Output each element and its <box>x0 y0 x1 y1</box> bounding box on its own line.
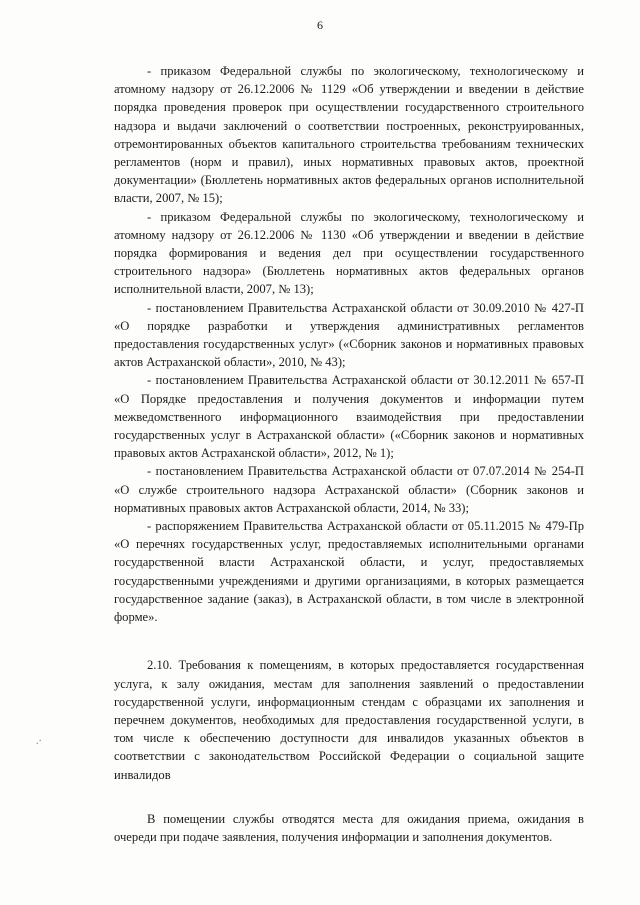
margin-mark: .· <box>36 736 42 747</box>
paragraph-resolution-254: - постановлением Правительства Астраханской области от 07.07.2014 № 254-П «О службе строительного надзора Астраханской области» (Сборник законов и нормативных правовых актов Астраханской области, 2014, № 33); <box>114 464 584 515</box>
document-body <box>114 62 584 846</box>
paragraph-order-479: - распоряжением Правительства Астраханской области от 05.11.2015 № 479-Пр «О перечнях государственных услуг, предоставляемых исполнительными органами государственной власти Астраханской области, и услуг, предоставляемых государственными учреждениями и другими организациями, в которых размещается государственное задание (заказ), в Астраханской области, в том числе в электронной форме». <box>114 519 584 625</box>
paragraph-waiting-areas: В помещении службы отводятся места для ожидания приема, ожидания в очереди при подаче заявления, получения информации и заполнения документов. <box>114 811 584 844</box>
page-number: 6 <box>317 18 323 32</box>
section-2-10-heading: 2.10. Требования к помещениям, в которых предоставляется государственная услуга, к залу ожидания, местам для заполнения заявлений о предоставлении государственной услуги, информационным стендам с образцами их заполнения и перечнем документов, необходимых для предоставления государственной услуги, в том числе к обеспечению доступности для инвалидов указанных объектов в соответствии с законодательством Российской Федерации о социальной защите инвалидов <box>114 658 584 782</box>
paragraph-resolution-657: - постановлением Правительства Астраханской области от 30.12.2011 № 657-П «О Порядке предоставления и получения документов и информации путем межведомственного информационного взаимодействия при предоставлении государственных услуг в Астраханской области» («Сборник законов и нормативных правовых актов Астраханской области», 2012, № 1); <box>114 373 584 461</box>
paragraph-order-1130: - приказом Федеральной службы по экологическому, технологическому и атомному надзору от 26.12.2006 № 1130 «Об утверждении и введении в действие порядка формирования и ведения дел при осуществлении государственного строительного надзора» (Бюллетень нормативных актов федеральных органов исполнительной власти, 2007, № 13); <box>114 209 584 297</box>
paragraph-resolution-427: - постановлением Правительства Астраханской области от 30.09.2010 № 427-П «О порядке разработки и утверждения административных регламентов предоставления государственных услуг» («Сборник законов и нормативных правовых актов Астраханской области», 2010, № 43); <box>114 300 584 370</box>
paragraph-order-1129: - приказом Федеральной службы по экологическому, технологическому и атомному надзору от 26.12.2006 № 1129 «Об утверждении и введении в действие порядка проведения проверок при осуществлении государственного строительного надзора и выдачи заключений о соответствии построенных, реконструированных, отремонтированных объектов капитального строительства требованиям технических регламентов (норм и правил), иных нормативных правовых актов, проектной документации» (Бюллетень нормативных актов федеральных органов исполнительной власти, 2007, № 15); <box>114 64 584 206</box>
